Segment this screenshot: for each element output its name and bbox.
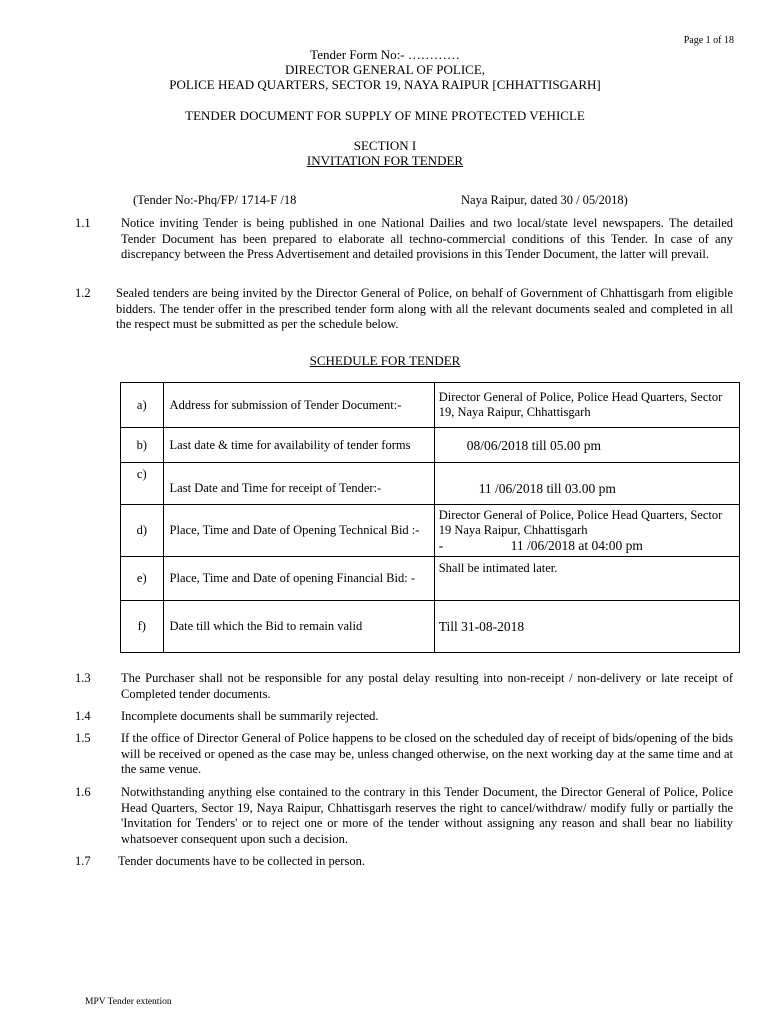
row-key: d) <box>121 505 164 557</box>
tender-place-date: Naya Raipur, dated 30 / 05/2018) <box>461 193 628 207</box>
row-label: Address for submission of Tender Document:- <box>163 383 434 428</box>
clause-number: 1.4 <box>75 709 91 723</box>
clause-number: 1.1 <box>75 216 91 230</box>
clause-number: 1.7 <box>75 854 91 868</box>
row-key: e) <box>121 557 164 601</box>
clause-text: Tender documents have to be collected in person. <box>118 854 365 868</box>
footer-note: MPV Tender extention <box>85 997 172 1007</box>
clause-text: Sealed tenders are being invited by the Director General of Police, on behalf of Government of Chhattisgarh from eligible bidders. The tender offer in the prescribed tender form along with all the relevant documents sealed and completed in all the respect must be submitted as per the schedule below. <box>116 286 733 331</box>
section-title: INVITATION FOR TENDER <box>306 153 464 168</box>
row-label: Place, Time and Date of opening Financial Bid: - <box>163 557 434 601</box>
clause-number: 1.2 <box>75 286 91 300</box>
row-label: Place, Time and Date of Opening Technical Bid :- <box>163 505 434 557</box>
row-value: 08/06/2018 till 05.00 pm <box>434 428 739 463</box>
opening-venue: Director General of Police, Police Head Quarters, Sector 19 Naya Raipur, Chhattisgarh <box>438 508 723 537</box>
opening-date-time: - 11 /06/2018 at 04:00 pm <box>438 538 643 553</box>
row-key: a) <box>121 383 164 428</box>
schedule-title: SCHEDULE FOR TENDER <box>309 353 461 368</box>
clause-number: 1.6 <box>75 785 91 799</box>
page-number: Page 1 of 18 <box>683 35 734 46</box>
clause-text: If the office of Director General of Police happens to be closed on the scheduled day of receipt of bids/opening of the bids will be received or opened as the case may be, unless changed otherwise, on the next working day at the same time and at the same venue. <box>121 731 733 776</box>
clause-text: Notice inviting Tender is being published in one National Dailies and two local/state level newspapers. The detailed Tender Document has been prepared to elaborate all techno-commercial conditions of this Tender. In case of any discrepancy between the Press Advertisement and detailed provisions in this Tender Document, the latter will prevail. <box>121 216 733 261</box>
organization-address: POLICE HEAD QUARTERS, SECTOR 19, NAYA RAIPUR [CHHATTISGARH] <box>169 77 601 92</box>
tender-form-no: Tender Form No:- ………… <box>310 47 460 62</box>
clause-text: Notwithstanding anything else contained to the contrary in this Tender Document, the Director General of Police, Police Head Quarters, Sector 19, Naya Raipur, Chhattisgarh reserves the right to cancel/withdraw/ modify fully or partially the 'Invitation for Tenders' or to reject one or more of the tender without assigning any reason and shall bear no liability whatsoever consequent upon such a decision. <box>121 785 733 846</box>
clause-text: Incomplete documents shall be summarily rejected. <box>121 709 379 723</box>
schedule-table <box>120 382 740 653</box>
row-label: Date till which the Bid to remain valid <box>163 601 434 653</box>
organization-name: DIRECTOR GENERAL OF POLICE, <box>284 62 486 77</box>
table-row <box>121 557 740 601</box>
section-heading: SECTION I <box>353 138 417 153</box>
document-title: TENDER DOCUMENT FOR SUPPLY OF MINE PROTECTED VEHICLE <box>185 108 585 123</box>
row-value: Director General of Police, Police Head Quarters, Sector 19, Naya Raipur, Chhattisgarh <box>434 383 739 428</box>
row-key: f) <box>121 601 164 653</box>
tender-reference-number: (Tender No:-Phq/FP/ 1714-F /18 <box>133 193 297 207</box>
row-key: c) <box>121 463 164 505</box>
row-key: b) <box>121 428 164 463</box>
row-value: 11 /06/2018 till 03.00 pm <box>434 463 739 505</box>
table-row <box>121 601 740 653</box>
clause-number: 1.5 <box>75 731 91 745</box>
clause-number: 1.3 <box>75 671 91 685</box>
table-row <box>121 463 740 505</box>
table-row <box>121 383 740 428</box>
row-label: Last date & time for availability of tender forms <box>163 428 434 463</box>
row-value <box>434 505 739 557</box>
table-row <box>121 428 740 463</box>
table-row <box>121 505 740 557</box>
row-value: Shall be intimated later. <box>434 557 739 601</box>
row-value: Till 31-08-2018 <box>434 601 739 653</box>
clause-text: The Purchaser shall not be responsible for any postal delay resulting into non-receipt / non-delivery or late receipt of Completed tender documents. <box>121 671 733 701</box>
row-label: Last Date and Time for receipt of Tender:- <box>163 463 434 505</box>
